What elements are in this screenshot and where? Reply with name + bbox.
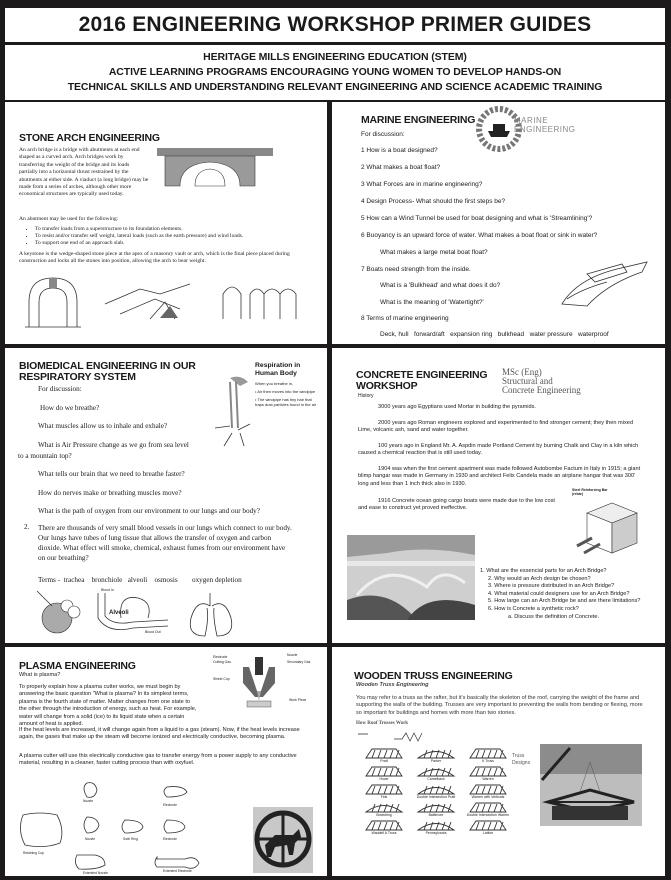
work-piece-label: Work Piece bbox=[289, 698, 307, 702]
abutment-list bbox=[11, 226, 335, 247]
for-discussion-label: For discussion: bbox=[361, 131, 405, 138]
history-item: 1916 Concrete ocean going cargo boats were made due to the low cost and ease to construct yet proved ineffective. bbox=[358, 498, 555, 512]
truss-icon bbox=[468, 783, 508, 795]
truss-design-item bbox=[360, 801, 408, 817]
bio-question: What is the path of oxygen from our environment to our lungs and our body? bbox=[38, 507, 260, 515]
truss-design-label: Pennsylvania bbox=[425, 831, 447, 835]
title-banner bbox=[5, 8, 665, 42]
bio-question: How do we breathe? bbox=[40, 404, 100, 412]
truss-icon bbox=[468, 747, 508, 759]
blood-out-label: Blood Out bbox=[145, 630, 161, 634]
truss-icon bbox=[416, 819, 456, 831]
keystone-text: A keystone is the wedge-shaped stone piece at the apex of a masonry vault or arch, which is the final piece placed during construction and locks all the stones into position, allowing the arch to bear weight. bbox=[19, 251, 290, 265]
shield-cup-label: Shield Cup bbox=[213, 677, 230, 681]
force-arrow-diagram bbox=[356, 729, 436, 745]
electrode-label: Electrode bbox=[213, 655, 228, 659]
construction-sketch bbox=[100, 274, 200, 324]
panel-heading: WOODEN TRUSS ENGINEERING bbox=[354, 670, 513, 682]
bio-question: What is Air Pressure change as we go from sea level bbox=[38, 441, 189, 449]
arch-bridge-illustration bbox=[155, 142, 275, 192]
alveoli-cluster-illustration bbox=[27, 586, 87, 641]
panel-heading: PLASMA ENGINEERING bbox=[19, 660, 136, 672]
truss-design-item bbox=[360, 765, 408, 781]
plasma-paragraph: If the heat levels are increased, it will change again from a liquid to a gas (steam). Now, if the heat levels increase again, the gases that make up the steam will become ionized and electrically conductive, becoming plasma. bbox=[19, 727, 300, 741]
truss-design-item bbox=[464, 819, 512, 835]
abutment-intro: An abutment may be used for the following: bbox=[19, 216, 119, 222]
subtitle-line: ACTIVE LEARNING PROGRAMS ENCOURAGING YOUNG WOMEN TO DEVELOP HANDS-ON bbox=[108, 66, 562, 78]
marine-question: 7 Boats need strength from the inside. bbox=[361, 266, 471, 273]
truss-design-label: Bowstring bbox=[376, 813, 392, 817]
heading-line: WORKSHOP bbox=[356, 380, 418, 392]
truss-design-item bbox=[464, 801, 512, 817]
truss-design-item bbox=[464, 765, 512, 781]
panel-stone-arch bbox=[5, 102, 327, 344]
marine-question: 5 How can a Wind Tunnel be used for boat designing and what is 'Streamlining'? bbox=[361, 215, 593, 222]
marine-subquestion: What makes a large metal boat float? bbox=[380, 249, 488, 256]
history-item: 2000 years ago Roman engineers explored and experimented to find stronger cement; they then mixed Lime, volcanic ash, sand and water together. bbox=[358, 420, 633, 434]
concrete-question: 1. What are the essencial parts for an Arch Bridge? bbox=[480, 568, 607, 574]
msc-logo bbox=[502, 368, 581, 395]
logo-line: ENGINEERING bbox=[514, 125, 576, 134]
subtitle-line: HERITAGE MILLS ENGINEERING EDUCATION (STEM) bbox=[203, 51, 467, 63]
history-item: 3000 years ago Egyptians used Mortar in building the pyramids. bbox=[378, 404, 536, 410]
truss-subheading: Wooden Truss Engineering bbox=[356, 682, 429, 688]
keystone-arch-diagram bbox=[23, 272, 83, 332]
bio-item-2: There are thousands of very small blood vessels in our lungs which connect to our body. Our lungs have tubes of lung tissue that allows the transfer of oxygen and carbon dioxide. What effect will smoke, chemical, exhaust fumes from our environment have on our breathing? bbox=[38, 524, 292, 562]
plasma-paragraph: To properly explain how a plasma cutter works, we must begin by answering the basic question "What is plasma? In its simplest terms, plasma is the fourth state of matter. Matter changes from one state to the other through the introduction of energy, such as heat. For example, water will change from a solid (ice) to its liquid state when a certain amount of heat is applied. bbox=[19, 684, 197, 728]
truss-design-item bbox=[412, 801, 460, 817]
panel-concrete bbox=[332, 348, 665, 643]
truss-design-label: Lattice bbox=[482, 831, 494, 835]
truss-design-item bbox=[360, 783, 408, 799]
logo-line: MSc (Eng) bbox=[502, 367, 542, 377]
boat-illustration bbox=[557, 254, 652, 309]
subtitle-line: TECHNICAL SKILLS AND UNDERSTANDING RELEVANT ENGINEERING AND SCIENCE ACADEMIC TRAINING bbox=[67, 81, 603, 93]
marine-question: 2 What makes a boat float? bbox=[361, 164, 441, 171]
for-discussion-label: For discussion: bbox=[38, 385, 82, 393]
arch-bridge-questions bbox=[480, 568, 655, 621]
concrete-arch-bridge-photo bbox=[347, 535, 475, 620]
abutment-bullet: • To resist and/or transfer self weight, lateral loads (such as the earth pressure) and wind loads. bbox=[35, 233, 335, 240]
panel-biomedical bbox=[5, 348, 327, 643]
panel-plasma bbox=[5, 647, 327, 876]
truss-design-label: Double Intersection Pratt bbox=[416, 795, 456, 799]
truss-paragraph: You may refer to a truss as the rafter, but it's basically the skeleton of the roof, carrying the weight of the frame and supporting the walls of the building. Trusses are very important to preventing the walls from bending or flexing, more so important for buildings and homes with more than two stories. bbox=[356, 695, 643, 716]
bio-question: What tells our brain that we need to breathe faster? bbox=[38, 470, 185, 478]
history-label: History bbox=[358, 393, 374, 399]
truss-icon bbox=[364, 747, 404, 759]
truss-icon bbox=[416, 747, 456, 759]
concrete-question: 5. How large can an Arch Bridge be and are there limitations? bbox=[488, 598, 641, 605]
concrete-question: 6. How is Concrete a synthetic rock? bbox=[488, 605, 579, 612]
concrete-block-rebar-illustration bbox=[572, 498, 642, 558]
bio-terms: Terms - trachea bronchiole alveoli osmosis oxygen depletion bbox=[38, 576, 242, 584]
truss-designs-grid bbox=[360, 747, 512, 835]
concrete-subquestion: a. Discuss the definition of Concrete. bbox=[508, 613, 600, 620]
part-label: Electrode bbox=[163, 803, 177, 807]
truss-icon bbox=[416, 801, 456, 813]
heading-line: RESPIRATORY SYSTEM bbox=[19, 371, 136, 383]
plasma-cut-art-photo bbox=[253, 807, 313, 873]
respiration-line: When you breathe in, bbox=[255, 381, 294, 386]
cutting-gas-label: Cutting Gas bbox=[213, 660, 231, 664]
part-label: Swirl Ring bbox=[123, 837, 138, 841]
part-label: Nozzle bbox=[85, 837, 96, 841]
concrete-question: 3. Where is pressure distributed in an Arch Bridge? bbox=[488, 583, 615, 590]
part-label: Extended Nozzle bbox=[83, 871, 108, 875]
truss-design-label: Fink bbox=[380, 795, 388, 799]
truss-designs-label: Truss Designs bbox=[512, 753, 531, 766]
truss-design-item bbox=[360, 747, 408, 763]
panel-truss bbox=[332, 647, 665, 876]
truss-design-item bbox=[412, 765, 460, 781]
truss-design-item bbox=[464, 747, 512, 763]
abutment-bullet: • To support one end of an approach slab. bbox=[35, 240, 335, 247]
arcade-diagrams bbox=[220, 274, 310, 324]
abutment-bullet: • To transfer loads from a superstructure to its foundation elements. bbox=[35, 226, 335, 233]
subtitle-banner bbox=[5, 45, 665, 100]
marine-question: 1 How is a boat designed? bbox=[361, 147, 438, 154]
plasma-paragraph: A plasma cutter will use this electrically conductive gas to transfer energy from a power supply to any conductive material, resulting in a cleaner, faster cutting process than with oxyfuel. bbox=[19, 753, 297, 767]
respiration-callout bbox=[255, 362, 317, 407]
plasma-subheading: What is plasma? bbox=[19, 672, 61, 678]
marine-question: 4 Design Process- What should the first steps be? bbox=[361, 198, 506, 205]
heading-line: BIOMEDICAL ENGINEERING IN OUR bbox=[19, 360, 196, 372]
truss-design-label: Warren with Verticals bbox=[471, 795, 505, 799]
marine-question: 3 What Forces are in marine engineering? bbox=[361, 181, 483, 188]
marine-logo-text bbox=[514, 116, 576, 134]
lungs-illustration bbox=[185, 588, 240, 640]
bio-question: How do nerves make or breathing muscles move? bbox=[38, 489, 182, 497]
respiratory-diagram bbox=[210, 368, 260, 448]
panel-marine bbox=[332, 102, 665, 344]
plasma-torch-diagram bbox=[235, 653, 285, 708]
marine-terms: Deck, hull forward/aft expansion ring bulkhead water pressure waterproof bbox=[380, 331, 609, 338]
truss-design-label: K Truss bbox=[482, 759, 494, 763]
truss-design-label: Howe bbox=[379, 777, 389, 781]
part-label: Electrode bbox=[163, 837, 177, 841]
truss-icon bbox=[364, 765, 404, 777]
truss-design-label: Baltimore bbox=[428, 813, 444, 817]
truss-icon bbox=[364, 819, 404, 831]
truss-design-item bbox=[412, 819, 460, 835]
truss-icon bbox=[468, 765, 508, 777]
how-trusses-work-label: How Roof Trusses Work bbox=[356, 721, 409, 726]
respiration-line: • Air then moves into the windpipe bbox=[255, 389, 316, 394]
truss-icon bbox=[364, 783, 404, 795]
item-number: 2. bbox=[24, 523, 30, 531]
blood-in-label: Blood In bbox=[101, 588, 114, 592]
respiration-line: • The windpipe has tiny hair that traps dust particles found in the air bbox=[255, 397, 317, 407]
primer-sheet bbox=[5, 8, 665, 876]
truss-icon bbox=[468, 819, 508, 831]
truss-icon bbox=[468, 801, 508, 813]
truss-design-label: Parker bbox=[430, 759, 442, 763]
truss-design-item bbox=[464, 783, 512, 799]
marine-question: 6 Buoyancy is an upward force of water. What makes a boat float or sink in water? bbox=[361, 232, 598, 239]
rebar-label: Steel Reinforcing Bar (rebar) bbox=[572, 488, 608, 496]
truss-model-photo bbox=[540, 744, 642, 826]
truss-design-label: Double Intersection Warren bbox=[466, 813, 510, 817]
history-item: 100 years ago in England Mr. A. Aspdin made Portland Cement by burning Chalk and Clay in a kiln which caused a chemical reaction that is still used today. bbox=[358, 443, 639, 457]
part-label: Nozzle bbox=[83, 799, 94, 803]
arch-intro-text: An arch bridge is a bridge with abutments at each end shaped as a curved arch. Arch bridges work by transferring the weight of the bridge and its loads partially into a horizontal thrust restrained by the abutments at either side. A viaduct (a long bridge) may be made from a series of arches, although other more economical structures are typically used today. bbox=[19, 147, 149, 198]
logo-line: Structural and bbox=[502, 376, 553, 386]
panel-heading: MARINE ENGINEERING bbox=[361, 114, 476, 126]
history-item: 1904 was when the first cement apartment was made followed Autobombe Factum in Italy in 1915; a giant blimp hangar was made in Germany in 1930 and architect Felix Candela made an airplane hangar that was 300' long and less than 1 inch thick also in 1930. bbox=[358, 466, 641, 487]
page-title: 2016 ENGINEERING WORKSHOP PRIMER GUIDES bbox=[78, 13, 592, 36]
bio-question: What muscles allow us to inhale and exhale? bbox=[38, 422, 168, 430]
panel-heading bbox=[19, 361, 196, 383]
panel-heading bbox=[356, 370, 487, 392]
logo-line: MARINE bbox=[514, 116, 549, 125]
truss-icon bbox=[416, 783, 456, 795]
logo-line: Concrete Engineering bbox=[502, 385, 581, 395]
concrete-question: 4. What material could designers use for an Arch Bridge? bbox=[488, 590, 630, 597]
marine-subquestion: What is a 'Bulkhead' and what does it do? bbox=[380, 282, 501, 289]
secondary-gas-label: Secondary Gas bbox=[287, 660, 311, 664]
truss-design-item bbox=[412, 747, 460, 763]
respiration-title: Respiration in Human Body bbox=[255, 362, 301, 377]
truss-design-label: Warren bbox=[482, 777, 494, 781]
marine-question: 8 Terms of marine engineering bbox=[361, 315, 449, 322]
truss-design-label: Pratt bbox=[380, 759, 388, 763]
truss-icon bbox=[416, 765, 456, 777]
truss-design-label: Camelback bbox=[427, 777, 445, 781]
concrete-question: 2. Why would an Arch design be chosen? bbox=[488, 575, 591, 582]
marine-subquestion: What is the meaning of 'Watertight?' bbox=[380, 299, 484, 306]
truss-design-label: Waddell A Truss bbox=[371, 831, 397, 835]
heading-line: CONCRETE ENGINEERING bbox=[356, 369, 488, 381]
panel-heading: STONE ARCH ENGINEERING bbox=[19, 132, 160, 144]
part-label: Extended Electrode bbox=[163, 869, 192, 873]
nozzle-label: Nozzle bbox=[287, 653, 298, 657]
bio-question-cont: to a mountain top? bbox=[18, 452, 72, 460]
truss-design-item bbox=[412, 783, 460, 799]
truss-icon bbox=[364, 801, 404, 813]
plasma-consumables-diagram bbox=[15, 775, 245, 875]
alveoli-gas-exchange-diagram bbox=[93, 588, 173, 640]
part-label: Retaining Cup bbox=[23, 851, 44, 855]
alveoli-label: Alveoli bbox=[109, 610, 129, 616]
truss-design-item bbox=[360, 819, 408, 835]
